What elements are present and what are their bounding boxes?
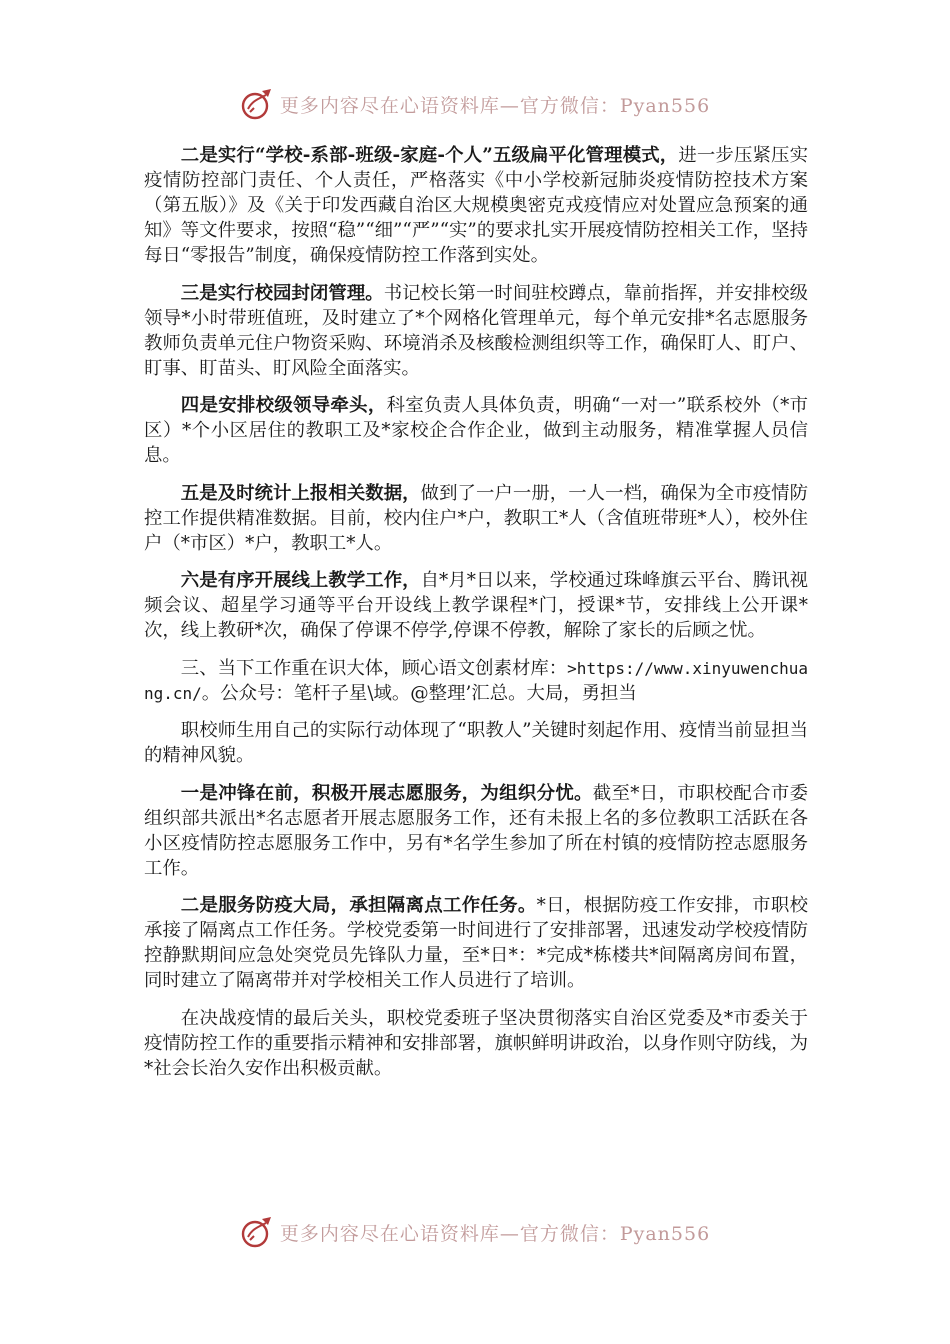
paragraph-lead: 六是有序开展线上教学工作， — [180, 570, 421, 591]
paragraph-text: 在决战疫情的最后关头，职校党委班子坚决贯彻落实自治区党委及*市委关于疫情防控工作的重要指示精神和安排部署，旗帜鲜明讲政治，以身作则守防线，为*社会长治久安作出积极贡献。 — [144, 1007, 808, 1079]
paragraph-text: 自*月*日以来，学校通过珠峰旗云平台、腾讯视频会议、超星学习通等平台开设线上教学课程*门，授课*节，安排线上公开课*次，线上教研*次，确保了停课不停学,停课不停教，解除了家长的后顾之忧。 — [144, 570, 808, 641]
paragraph-text: 职校师生用自己的实际行动体现了“职教人”关键时刻起作用、疫情当前显担当的精神风貌。 — [144, 720, 808, 766]
pen-logo-icon — [240, 87, 274, 121]
paragraph-4 — [144, 481, 808, 556]
paragraph-3 — [144, 393, 808, 468]
paragraph-lead: 五是及时统计上报相关数据， — [180, 482, 421, 504]
section-heading-tail: 。公众号：笔杆子星\域。@整理’汇总。大局，勇担当 — [201, 682, 637, 704]
paragraph-text: 截至*日，市职校配合市委组织部共派出*名志愿者开展志愿服务工作，还有未报上名的多位教职工活跃在各小区疫情防控志愿服务工作中，另有*名学生参加了所在村镇的疫情防控志愿服务工作。 — [144, 782, 808, 879]
paragraph-text: *日，根据防疫工作安排，市职校承接了隔离点工作任务。学校党委第一时间进行了安排部署，迅速发动学校疫情防控静默期间应急处突党员先锋队力量，至*日*：*完成*栋楼共*间隔离房间布置，同时建立了隔离带并对学校相关工作人员进行了培训。 — [144, 895, 808, 991]
header-watermark-banner — [0, 84, 950, 124]
source-url-link[interactable]: >https://www.xinyuwenchuang.cn/ — [144, 658, 808, 703]
paragraph-text: 进一步压紧压实疫情防控部门责任、个人责任，严格落实《中小学校新冠肺炎疫情防控技术方案（第五版）》及《关于印发西藏自治区大规模奥密克戎疫情应对处置应急预案的通知》等文件要求，按照“稳”“细”“严”“实”的要求扎实开展疫情防控相关工作，坚持每日“零报告”制度，确保疫情防控工作落到实处。 — [144, 145, 808, 266]
paragraph-2 — [144, 281, 808, 381]
section-heading-line — [144, 656, 808, 706]
paragraph-lead: 二是实行“学校-系部-班级-家庭-个人”五级扁平化管理模式， — [180, 145, 679, 166]
paragraph-lead: 三是实行校园封闭管理。 — [180, 282, 384, 304]
footer-watermark-banner — [0, 1212, 950, 1252]
banner-text: 更多内容尽在心语资料库—官方微信：Pyan556 — [279, 94, 711, 117]
paragraph-1 — [144, 143, 808, 268]
document-body — [144, 143, 808, 1093]
paragraph-text: 科室负责人具体负责，明确“一对一”联系校外（*市区）*个小区居住的教职工及*家校企合作企业，做到主动服务，精准掌握人员信息。 — [144, 395, 808, 466]
pen-logo-icon — [240, 1215, 274, 1249]
paragraph-8 — [144, 893, 808, 993]
banner-text: 更多内容尽在心语资料库—官方微信：Pyan556 — [279, 1222, 711, 1245]
paragraph-lead: 一是冲锋在前，积极开展志愿服务，为组织分忧。 — [180, 782, 593, 804]
paragraph-5 — [144, 568, 808, 643]
paragraph-6 — [144, 718, 808, 768]
paragraph-lead: 四是安排校级领导牵头， — [180, 395, 387, 416]
section-heading-text: 三、当下工作重在识大体，顾心语文创素材库： — [180, 657, 568, 679]
paragraph-7 — [144, 781, 808, 881]
paragraph-9 — [144, 1006, 808, 1081]
paragraph-lead: 二是服务防疫大局，承担隔离点工作任务。 — [180, 895, 537, 916]
paragraph-text: 做到了一户一册，一人一档，确保为全市疫情防控工作提供精准数据。目前，校内住户*户，教职工*人（含值班带班*人），校外住户（*市区）*户，教职工*人。 — [144, 482, 808, 554]
paragraph-text: 书记校长第一时间驻校蹲点，靠前指挥，并安排校级领导*小时带班值班，及时建立了*个网格化管理单元，每个单元安排*名志愿服务教师负责单元住户物资采购、环境消杀及核酸检测组织等工作，确保盯人、盯户、盯事、盯苗头、盯风险全面落实。 — [144, 282, 808, 379]
